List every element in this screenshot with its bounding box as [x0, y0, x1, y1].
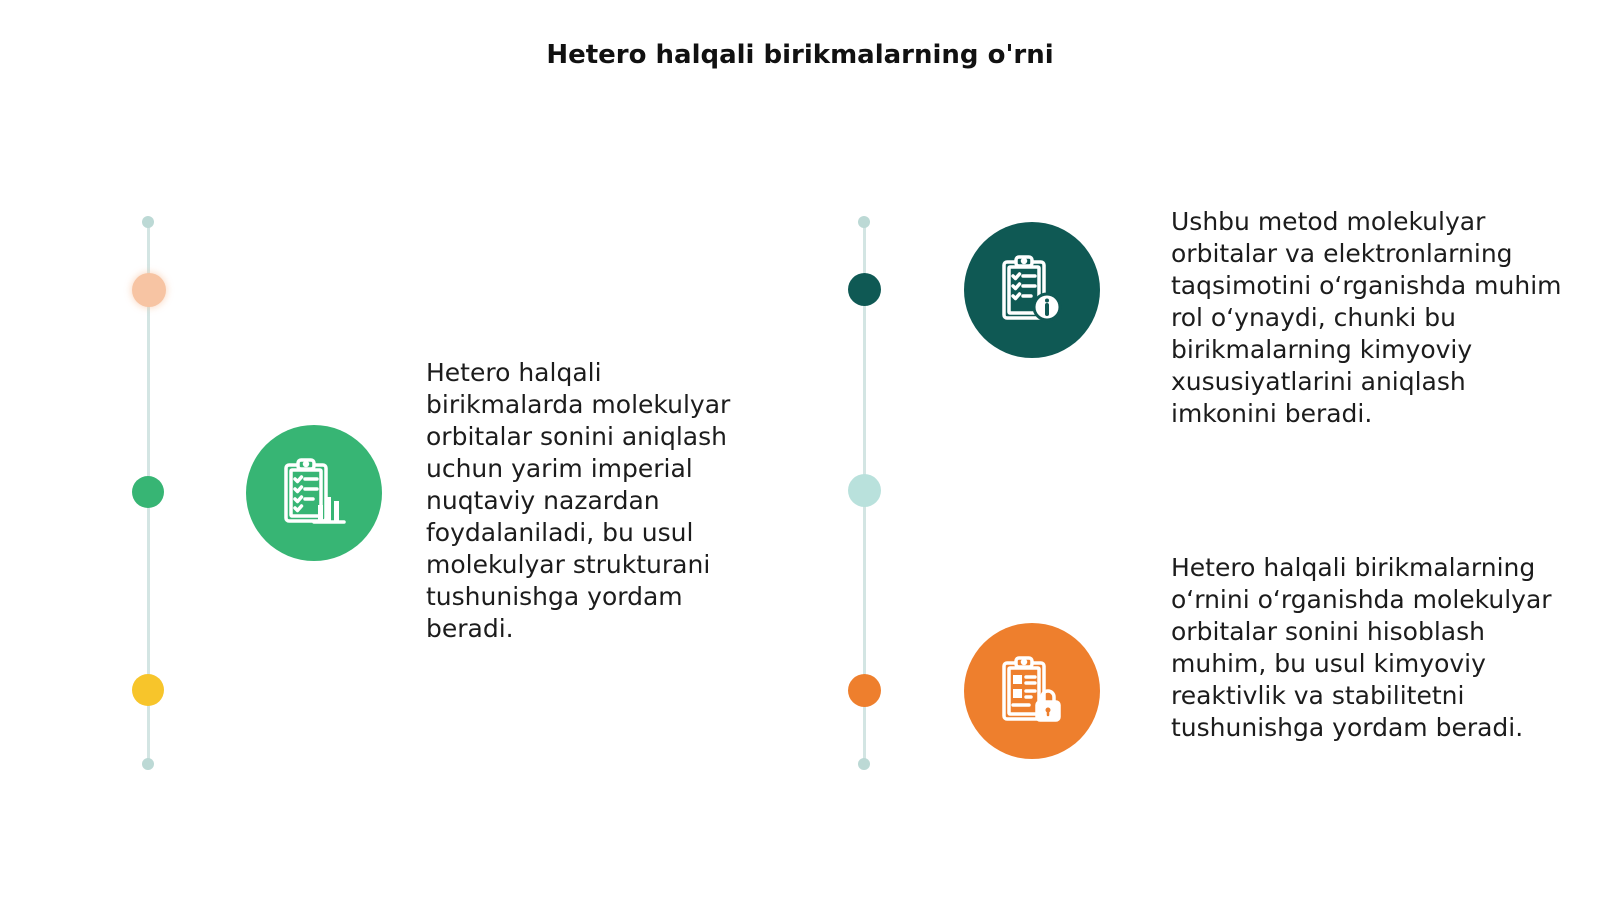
clipboard-chart-icon [246, 425, 382, 561]
item-text-2: Ushbu metod molekulyar orbitalar va elektronlarning taqsimotini o‘rganishda muhim rol o‘ynaydi, chunki bu birikmalarning kimyoviy xususiyatlarini aniqlash imkonini beradi. [1171, 207, 1562, 428]
item-text-1: Hetero halqali birikmalarda molekulyar orbitalar sonini aniqlash uchun yarim imperial nuqtaviy nazardan foydalaniladi, bu usul molekulyar strukturani tushunishga yordam beradi. [426, 358, 731, 643]
timeline-dot-green [132, 476, 164, 508]
timeline-dot-teal [848, 273, 881, 306]
page-title: Hetero halqali birikmalarning o'rni [546, 40, 1054, 70]
clipboard-lock-icon [964, 623, 1100, 759]
timeline-dot-peach [132, 273, 166, 307]
item-text-3: Hetero halqali birikmalarning o‘rnini o‘rganishda molekulyar orbitalar sonini hisoblash muhim, bu usul kimyoviy reaktivlik va stabilitetni tushunishga yordam beradi. [1171, 553, 1552, 742]
clipboard-info-icon [964, 222, 1100, 358]
timeline-start-cap [858, 216, 870, 228]
timeline-start-cap [142, 216, 154, 228]
timeline-end-cap [858, 758, 870, 770]
timeline-dot-mint [848, 474, 881, 507]
timeline-end-cap [142, 758, 154, 770]
timeline-dot-orange [848, 674, 881, 707]
timeline-dot-yellow [132, 674, 164, 706]
